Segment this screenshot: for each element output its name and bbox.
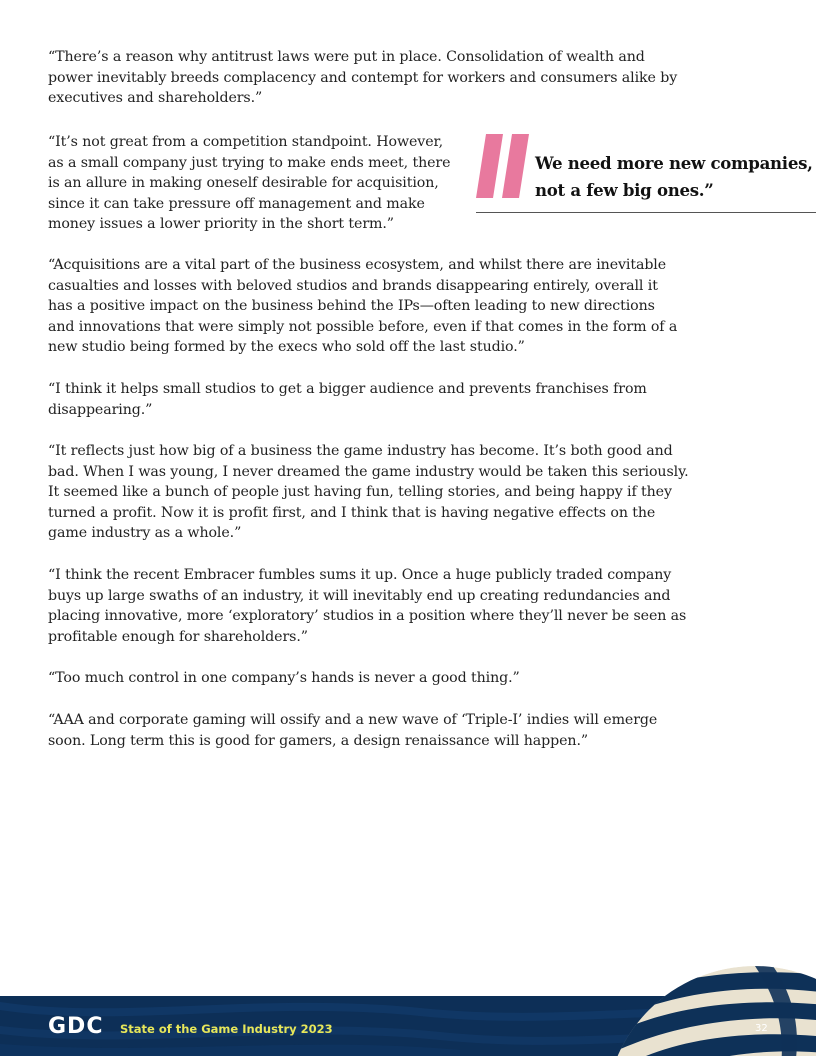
quote-paragraph-1: “There’s a reason why antitrust laws were put in place. Consolidation of wealth and power inevitably breeds complacency and contempt for workers and consumers alike by executives and shareholders.” [48,49,678,107]
page-number: 32 [755,1023,768,1034]
striped-globe-graphic [605,966,816,1056]
quote-paragraph-6: “I think the recent Embracer fumbles sums it up. Once a huge publicly traded company buys up large swaths of an industry, it will inevitably end up creating redundancies and placing innovative, more ‘exploratory’ studios in a position where they’ll never be seen as profitable enough for shareholders.” [48,567,687,645]
gdc-logo: GDC [48,1014,104,1039]
quote-paragraph-7: “Too much control in one company’s hands is never a good thing.” [48,670,520,686]
quote-paragraph-8: “AAA and corporate gaming will ossify and a new wave of ‘Triple-I’ indies will emerge soon. Long term this is good for gamers, a design renaissance will happen.” [48,712,658,749]
quote-paragraph-4: “I think it helps small studios to get a bigger audience and prevents franchises from disappearing.” [48,381,647,418]
quote-paragraph-5: “It reflects just how big of a business the game industry has become. It’s both good and bad. When I was young, I never dreamed the game industry would be taken this seriously. It seemed like a bunch of people just having fun, telling stories, and being happy if they turned a profit. Now it is profit first, and I think that is having negative effects on the game industry as a whole.” [48,443,689,542]
quote-paragraph-2: “It’s not great from a competition standpoint. However, as a small company just trying to make ends meet, there is an allure in making oneself desirable for acquisition, since it can take pressure off management and make money issues a lower priority in the short term.” [48,134,451,233]
quotation-mark-icon [476,132,534,202]
pull-quote-text: We need more new companies, not a few big ones.” [535,153,813,200]
report-title: State of the Game Industry 2023 [120,1022,333,1036]
quote-paragraph-3: “Acquisitions are a vital part of the business ecosystem, and whilst there are inevitable casualties and losses with beloved studios and brands disappearing entirely, overall it has a positive impact on the business behind the IPs—often leading to new directions and innovations that were simply not possible before, even if that comes in the form of a new studio being formed by the execs who sold off the last studio.” [48,257,678,356]
pull-quote [476,132,816,213]
